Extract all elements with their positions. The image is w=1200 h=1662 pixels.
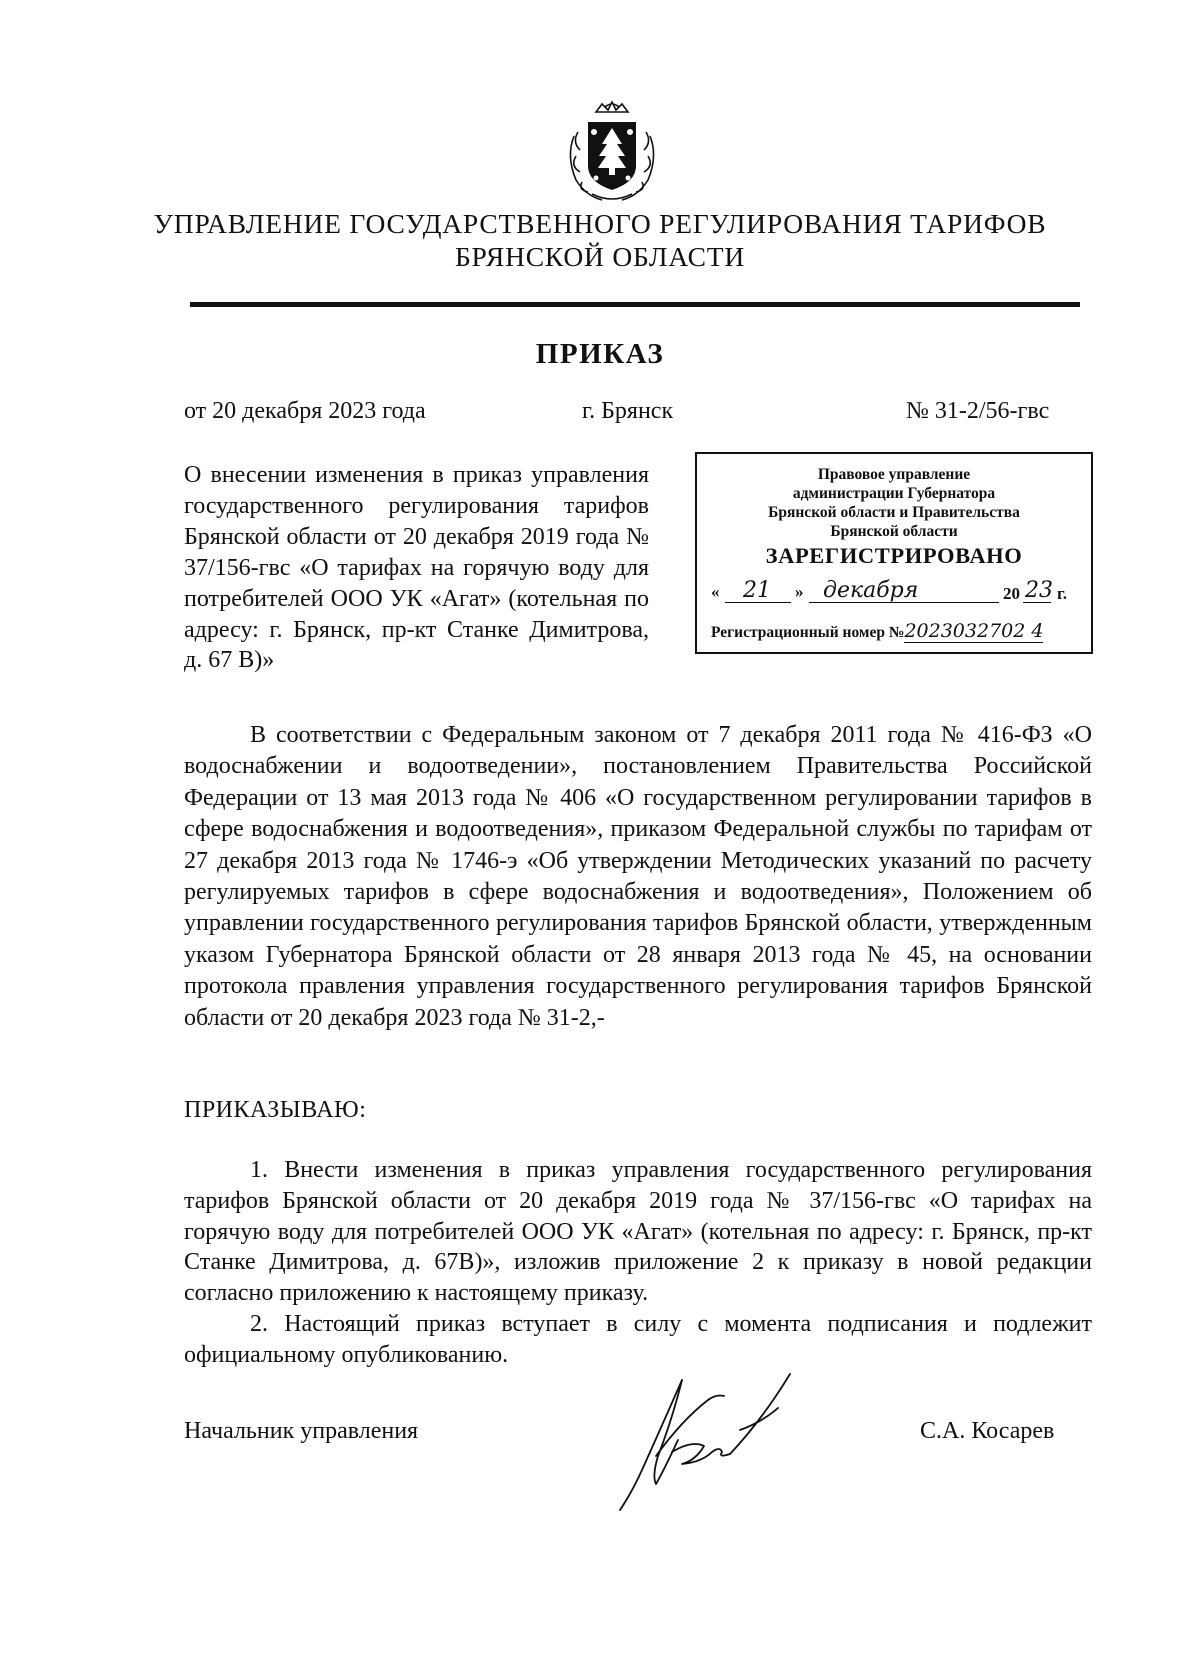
stamp-date-row <box>711 578 1083 608</box>
stamp-day: 21 <box>743 578 771 603</box>
stamp-month: декабря <box>823 578 919 603</box>
stamp-quote-close: » <box>795 582 804 601</box>
stamp-year-suffix: 23 <box>1025 578 1053 603</box>
stamp-reg-label: Регистрационный номер № <box>711 624 905 641</box>
org-name-line-2: БРЯНСКОЙ ОБЛАСТИ <box>454 241 746 272</box>
order-items <box>184 1155 1092 1371</box>
preamble-text: В соответствии с Федеральным законом от 7 декабря 2011 года № 416-ФЗ «О водоснабжении и водоотведении», постановлением Правительства Российской Федерации от 13 мая 2013 года № 406 «О государственном регулировании тарифов в сфере водоснабжения и водоотведения», приказом Федеральной службы по тарифам от 27 декабря 2013 года № 1746-э «Об утверждении Методических указаний по расчету регулируемых тарифов в сфере водоснабжения и водоотведения», Положением об управлении государственного регулирования тарифов Брянской области, утвержденным указом Губернатора Брянской области от 28 января 2013 года № 45, на основании протокола правления управления государственного регулирования тарифов Брянской области от 20 декабря 2023 года № 31-2,- <box>184 722 1092 1031</box>
stamp-line-2: администрации Губернатора <box>792 485 996 502</box>
stamp-year-unit: г. <box>1057 584 1068 603</box>
stamp-year-prefix: 20 <box>1003 584 1020 603</box>
order-item-1: 1. Внести изменения в приказ управления государственного регулирования тарифов Брянской области от 20 декабря 2019 года № 37/156-гвс «О тарифах на горячую воду для потребителей ООО УК «Агат» (котельная по адресу: г. Брянск, пр-кт Станке Димитрова, д. 67В)», изложив приложение 2 к приказу в новой редакции согласно приложению к настоящему приказу. <box>184 1157 1092 1307</box>
stamp-line-4: Брянской области <box>830 523 958 540</box>
registration-stamp <box>695 452 1093 654</box>
stamp-registration-row <box>711 620 1091 642</box>
coat-of-arms-icon <box>562 96 662 208</box>
header-divider <box>190 302 1080 307</box>
order-city: г. Брянск <box>582 398 674 424</box>
org-name-line-1: УПРАВЛЕНИЕ ГОСУДАРСТВЕННОГО РЕГУЛИРОВАНИЯ ТАРИФОВ <box>153 208 1047 239</box>
order-number: № 31-2/56-гвс <box>906 398 1050 424</box>
order-subject: О внесении изменения в приказ управления государственного регулирования тарифов Брянской области от 20 декабря 2019 года № 37/156-гвс «О тарифах на горячую воду для потребителей ООО УК «Агат» (котельная по адресу: г. Брянск, пр-кт Станке Димитрова, д. 67 В)» <box>184 462 649 674</box>
handwritten-signature <box>612 1360 832 1520</box>
order-directive: ПРИКАЗЫВАЮ: <box>184 1097 367 1123</box>
signatory-position: Начальник управления <box>184 1418 419 1444</box>
order-item-2: 2. Настоящий приказ вступает в силу с момента подписания и подлежит официальному опубликованию. <box>184 1310 1092 1368</box>
order-date: от 20 декабря 2023 года <box>184 398 426 424</box>
stamp-quote-open: « <box>711 582 720 601</box>
stamp-line-1: Правовое управление <box>817 466 971 483</box>
order-preamble <box>184 720 1092 1034</box>
document-title: ПРИКАЗ <box>535 338 665 370</box>
signatory-name: С.А. Косарев <box>920 1418 1055 1444</box>
stamp-line-3: Брянской области и Правительства <box>768 504 1020 521</box>
stamp-reg-number: 2023032702 4 <box>904 620 1044 642</box>
stamp-registered-label: ЗАРЕГИСТРИРОВАНО <box>765 543 1023 568</box>
